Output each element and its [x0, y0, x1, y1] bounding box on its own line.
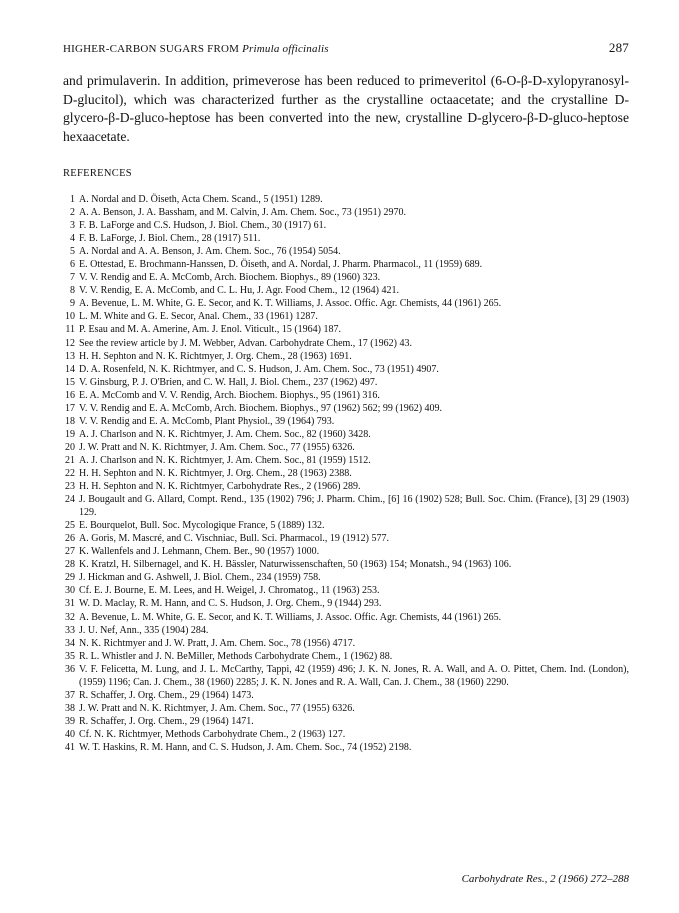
reference-number: 10: [65, 311, 75, 323]
reference-text: H. H. Sephton and N. K. Richtmyer, Carbohydrate Res., 2 (1966) 289.: [79, 481, 361, 493]
reference-text: V. F. Felicetta, M. Lung, and J. L. McCarthy, Tappi, 42 (1959) 496; J. K. N. Jones, R. A. Wall, and A. O. Pittet, Chem. Ind. (London), (1959) 1196; Can. J. Chem., 38 (1960) 2285; J. K. N. Jones and R. A. Wall, Can. J. Chem., 38 (1960) 2290.: [79, 663, 629, 688]
reference-item: [63, 558, 629, 571]
reference-number: 17: [65, 402, 75, 414]
reference-text: V. V. Rendig and E. A. McComb, Arch. Biochem. Biophys., 89 (1960) 323.: [79, 272, 381, 284]
reference-text: A. J. Charlson and N. K. Richtmyer, J. Am. Chem. Soc., 81 (1959) 1512.: [79, 454, 371, 466]
reference-item: [63, 624, 629, 637]
reference-text: R. Schaffer, J. Org. Chem., 29 (1964) 1473.: [79, 689, 254, 701]
reference-number: 19: [65, 428, 75, 440]
running-header: [63, 40, 629, 58]
reference-item: [63, 415, 629, 428]
running-title-prefix: HIGHER-CARBON SUGARS FROM: [63, 43, 243, 55]
reference-number: 8: [70, 285, 75, 297]
reference-item: [63, 206, 629, 219]
reference-item: [63, 271, 629, 284]
reference-text: Cf. E. J. Bourne, E. M. Lees, and H. Weigel, J. Chromatog., 11 (1963) 253.: [79, 585, 380, 597]
reference-number: 39: [65, 715, 75, 727]
reference-number: 5: [70, 246, 75, 258]
reference-text: V. V. Rendig and E. A. McComb, Arch. Biochem. Biophys., 97 (1962) 562; 99 (1962) 409.: [79, 402, 443, 414]
reference-number: 23: [65, 481, 75, 493]
reference-text: F. B. LaForge, J. Biol. Chem., 28 (1917) 511.: [79, 233, 261, 245]
running-title: [63, 43, 329, 55]
body-paragraph: and primulaverin. In addition, primeverose has been reduced to primeveritol (6-O-β-D-xylopyranosyl-D-glucitol), which was characterized further as the crystalline octaacetate; and the crystalline D-glycero-β-D-gluco-heptose has been converted into the new, crystalline D-glycero-β-D-gluco-heptose hexaacetate.: [63, 73, 629, 144]
reference-text: V. V. Rendig, E. A. McComb, and C. L. Hu, J. Agr. Food Chem., 12 (1964) 421.: [79, 285, 400, 297]
reference-item: [63, 467, 629, 480]
reference-item: [63, 545, 629, 558]
reference-item: [63, 219, 629, 232]
reference-number: 38: [65, 702, 75, 714]
reference-number: 24: [65, 494, 75, 506]
reference-number: 30: [65, 585, 75, 597]
reference-number: 3: [70, 220, 75, 232]
reference-text: L. M. White and G. E. Secor, Anal. Chem., 33 (1961) 1287.: [79, 311, 318, 323]
reference-number: 11: [65, 324, 75, 336]
reference-item: [63, 637, 629, 650]
reference-number: 13: [65, 350, 75, 362]
reference-text: E. Ottestad, E. Brochmann-Hanssen, D. Öiseth, and A. Nordal, J. Pharm. Pharmacol., 11 (1959) 689.: [79, 259, 483, 271]
reference-item: [63, 532, 629, 545]
reference-item: [63, 597, 629, 610]
reference-text: V. Ginsburg, P. J. O'Brien, and C. W. Hall, J. Biol. Chem., 237 (1962) 497.: [79, 376, 378, 388]
journal-page: [63, 40, 629, 885]
reference-text: E. Bourquelot, Bull. Soc. Mycologique France, 5 (1889) 132.: [79, 520, 325, 532]
reference-text: A. Bevenue, L. M. White, G. E. Secor, and K. T. Williams, J. Assoc. Offic. Agr. Chemists, 44 (1961) 265.: [79, 298, 502, 310]
reference-text: A. A. Benson, J. A. Bassham, and M. Calvin, J. Am. Chem. Soc., 73 (1951) 2970.: [79, 207, 406, 219]
reference-item: [63, 363, 629, 376]
reference-list: [63, 193, 629, 754]
reference-number: 15: [65, 376, 75, 388]
page-number: 287: [608, 40, 629, 55]
reference-text: A. Nordal and D. Öiseth, Acta Chem. Scand., 5 (1951) 1289.: [79, 194, 323, 205]
reference-number: 20: [65, 441, 75, 453]
reference-number: 36: [65, 663, 75, 675]
reference-number: 40: [65, 728, 75, 740]
reference-item: [63, 402, 629, 415]
reference-number: 29: [65, 572, 75, 584]
reference-text: K. Kratzl, H. Silbernagel, and K. H. Bässler, Naturwissenschaften, 50 (1963) 154; Monatsh., 94 (1963) 106.: [79, 559, 512, 571]
reference-text: R. L. Whistler and J. N. BeMiller, Methods Carbohydrate Chem., 1 (1962) 88.: [79, 650, 393, 662]
reference-item: [63, 715, 629, 728]
reference-item: [63, 584, 629, 597]
reference-number: 18: [65, 415, 75, 427]
reference-item: [63, 611, 629, 624]
reference-number: 16: [65, 389, 75, 401]
journal-footer: Carbohydrate Res., 2 (1966) 272–288: [461, 873, 629, 885]
reference-text: N. K. Richtmyer and J. W. Pratt, J. Am. Chem. Soc., 78 (1956) 4717.: [79, 637, 356, 649]
reference-item: [63, 519, 629, 532]
reference-text: J. U. Nef, Ann., 335 (1904) 284.: [79, 624, 209, 636]
reference-item: [63, 741, 629, 754]
reference-text: See the review article by J. M. Webber, Advan. Carbohydrate Chem., 17 (1962) 43.: [79, 337, 412, 349]
reference-item: [63, 480, 629, 493]
reference-number: 28: [65, 559, 75, 571]
reference-number: 37: [65, 689, 75, 701]
reference-number: 41: [65, 741, 75, 753]
reference-item: [63, 284, 629, 297]
reference-text: A. Nordal and A. A. Benson, J. Am. Chem. Soc., 76 (1954) 5054.: [79, 246, 341, 258]
reference-number: 12: [65, 337, 75, 349]
reference-number: 22: [65, 467, 75, 479]
reference-text: A. Goris, M. Mascré, and C. Vischniac, Bull. Sci. Pharmacol., 19 (1912) 577.: [79, 533, 390, 545]
reference-number: 26: [65, 533, 75, 545]
reference-number: 9: [70, 298, 75, 310]
references-heading: REFERENCES: [63, 168, 132, 179]
reference-number: 35: [65, 650, 75, 662]
reference-number: 2: [70, 207, 75, 219]
reference-item: [63, 323, 629, 336]
reference-text: K. Wallenfels and J. Lehmann, Chem. Ber., 90 (1957) 1000.: [79, 546, 320, 558]
reference-item: [63, 663, 629, 689]
reference-text: F. B. LaForge and C.S. Hudson, J. Biol. Chem., 30 (1917) 61.: [79, 220, 327, 232]
reference-item: [63, 232, 629, 245]
reference-text: Cf. N. K. Richtmyer, Methods Carbohydrate Chem., 2 (1963) 127.: [79, 728, 346, 740]
reference-text: H. H. Sephton and N. K. Richtmyer, J. Org. Chem., 28 (1963) 2388.: [79, 467, 352, 479]
reference-number: 33: [65, 624, 75, 636]
reference-item: [63, 689, 629, 702]
reference-item: [63, 728, 629, 741]
reference-number: 4: [70, 233, 75, 245]
reference-number: 32: [65, 611, 75, 623]
reference-text: A. J. Charlson and N. K. Richtmyer, J. Am. Chem. Soc., 82 (1960) 3428.: [79, 428, 371, 440]
reference-text: J. W. Pratt and N. K. Richtmyer, J. Am. Chem. Soc., 77 (1955) 6326.: [79, 441, 355, 453]
reference-text: V. V. Rendig and E. A. McComb, Plant Physiol., 39 (1964) 793.: [79, 415, 335, 427]
reference-text: E. A. McComb and V. V. Rendig, Arch. Biochem. Biophys., 95 (1961) 316.: [79, 389, 380, 401]
reference-number: 14: [65, 363, 75, 375]
reference-number: 21: [65, 454, 75, 466]
reference-text: D. A. Rosenfeld, N. K. Richtmyer, and C. S. Hudson, J. Am. Chem. Soc., 73 (1951) 4907.: [79, 363, 439, 375]
reference-item: [63, 389, 629, 402]
reference-item: [63, 310, 629, 323]
reference-text: P. Esau and M. A. Amerine, Am. J. Enol. Viticult., 15 (1964) 187.: [79, 324, 341, 336]
reference-number: 34: [65, 637, 75, 649]
reference-text: H. H. Sephton and N. K. Richtmyer, J. Org. Chem., 28 (1963) 1691.: [79, 350, 352, 362]
reference-text: J. Hickman and G. Ashwell, J. Biol. Chem., 234 (1959) 758.: [79, 572, 321, 584]
reference-number: 31: [65, 598, 75, 610]
reference-text: W. D. Maclay, R. M. Hann, and C. S. Hudson, J. Org. Chem., 9 (1944) 293.: [79, 598, 382, 610]
reference-text: R. Schaffer, J. Org. Chem., 29 (1964) 1471.: [79, 715, 254, 727]
reference-text: J. Bougault and G. Allard, Compt. Rend., 135 (1902) 796; J. Pharm. Chim., [6] 16 (1902) 528; Bull. Soc. Chim. (France), [3] 29 (1903) 129.: [79, 494, 629, 519]
reference-item: [63, 297, 629, 310]
reference-number: 6: [70, 259, 75, 271]
reference-item: [63, 258, 629, 271]
running-title-species: Primula officinalis: [242, 43, 329, 55]
reference-item: [63, 193, 629, 206]
reference-number: 27: [65, 546, 75, 558]
reference-item: [63, 376, 629, 389]
reference-text: A. Bevenue, L. M. White, G. E. Secor, and K. T. Williams, J. Assoc. Offic. Agr. Chemists, 44 (1961) 265.: [79, 611, 502, 623]
reference-item: [63, 454, 629, 467]
reference-item: [63, 428, 629, 441]
reference-item: [63, 493, 629, 519]
reference-number: 25: [65, 520, 75, 532]
reference-item: [63, 337, 629, 350]
reference-item: [63, 441, 629, 454]
reference-text: W. T. Haskins, R. M. Hann, and C. S. Hudson, J. Am. Chem. Soc., 74 (1952) 2198.: [79, 741, 412, 753]
reference-number: 1: [70, 194, 75, 205]
reference-number: 7: [70, 272, 75, 284]
reference-item: [63, 571, 629, 584]
reference-text: J. W. Pratt and N. K. Richtmyer, J. Am. Chem. Soc., 77 (1955) 6326.: [79, 702, 355, 714]
reference-item: [63, 350, 629, 363]
reference-item: [63, 702, 629, 715]
reference-item: [63, 245, 629, 258]
reference-item: [63, 650, 629, 663]
